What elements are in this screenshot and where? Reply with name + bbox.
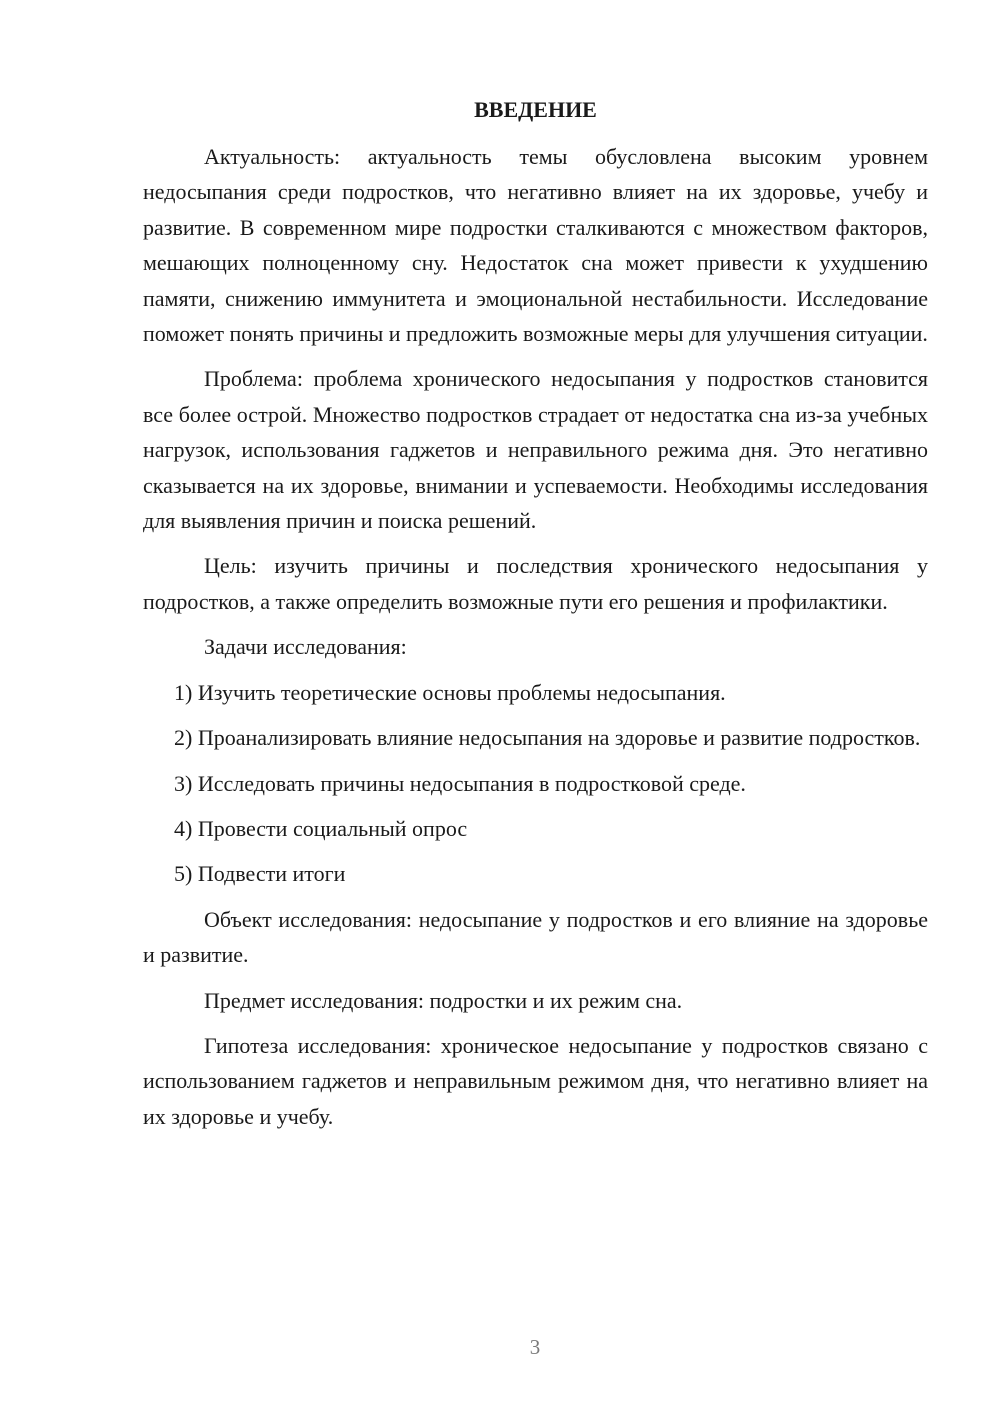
tasks-title: Задачи исследования: <box>204 634 407 660</box>
document-page <box>143 94 928 1144</box>
paragraph-problem: Проблема: проблема хронического недосыпания у подростков становится все более острой. Множество подростков страдает от недостатка сна из-за учебных нагрузок, использования гаджетов и неправильного режима дня. Это негативно сказывается на их здоровье, внимании и успеваемости. Необходимы исследования для выявления причин и поиска решений. <box>143 366 928 534</box>
task-item-1: 1) Изучить теоретические основы проблемы недосыпания. <box>174 679 726 705</box>
task-item-4: 4) Провести социальный опрос <box>174 815 468 841</box>
paragraph-object: Объект исследования: недосыпание у подростков и его влияние на здоровье и развитие. <box>143 906 928 968</box>
page-number: 3 <box>529 1335 541 1359</box>
paragraph-subject: Предмет исследования: подростки и их режим сна. <box>204 987 683 1013</box>
task-item-5: 5) Подвести итоги <box>174 861 346 887</box>
task-item-3: 3) Исследовать причины недосыпания в подростковой среде. <box>174 770 746 796</box>
paragraph-relevance: Актуальность: актуальность темы обусловлена высоким уровнем недосыпания среди подростков, что негативно влияет на их здоровье, учебу и развитие. В современном мире подростки сталкиваются с множеством факторов, мешающих полноценному сну. Недостаток сна может привести к ухудшению памяти, снижению иммунитета и эмоциональной нестабильности. Исследование поможет понять причины и предложить возможные меры для улучшения ситуации. <box>143 144 928 347</box>
task-item-2: 2) Проанализировать влияние недосыпания на здоровье и развитие подростков. <box>174 725 921 751</box>
page-title: ВВЕДЕНИЕ <box>474 97 597 122</box>
paragraph-hypothesis: Гипотеза исследования: хроническое недосыпание у подростков связано с использованием гаджетов и неправильным режимом дня, что негативно влияет на их здоровье и учебу. <box>143 1032 928 1129</box>
paragraph-goal: Цель: изучить причины и последствия хронического недосыпания у подростков, а также определить возможные пути его решения и профилактики. <box>143 553 928 614</box>
